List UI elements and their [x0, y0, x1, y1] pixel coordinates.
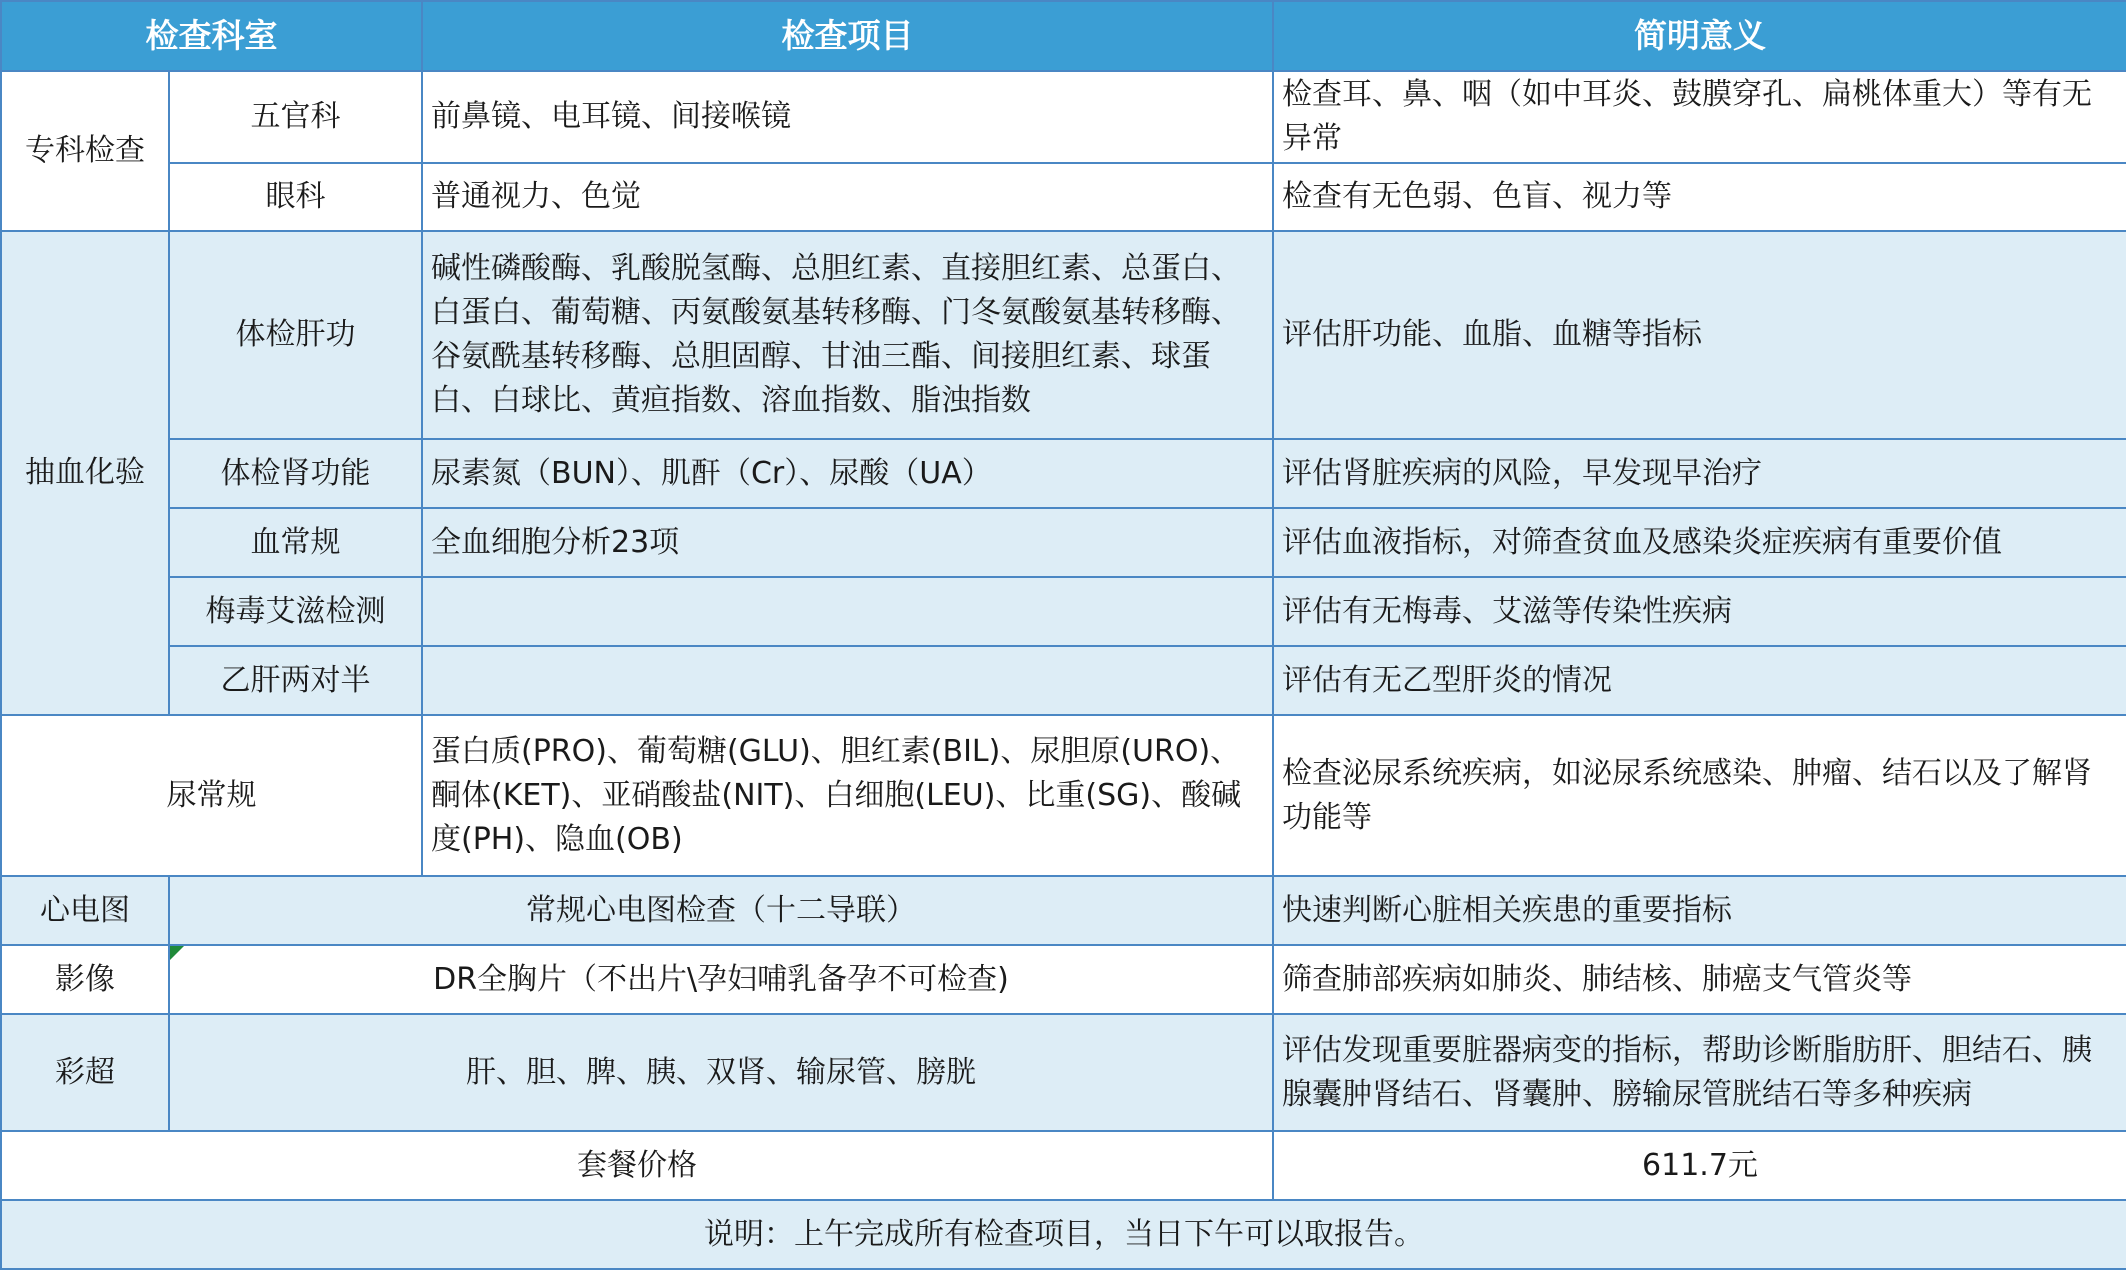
- items-text: DR全胸片（不出片\孕妇哺乳备孕不可检查): [433, 961, 1009, 997]
- table-row: [1, 577, 2126, 646]
- items-cell: [422, 646, 1273, 715]
- dept-cell: 眼科: [169, 163, 422, 231]
- table-row: [1, 646, 2126, 715]
- meaning-cell: 检查耳、鼻、咽（如中耳炎、鼓膜穿孔、扁桃体重大）等有无异常: [1273, 71, 2126, 163]
- header-row: [1, 1, 2126, 71]
- items-cell: 尿素氮（BUN）、肌酐（Cr）、尿酸（UA）: [422, 439, 1273, 508]
- table-row: [1, 439, 2126, 508]
- table-row: [1, 715, 2126, 876]
- meaning-cell: 快速判断心脏相关疾患的重要指标: [1273, 876, 2126, 945]
- meaning-cell: 评估有无梅毒、艾滋等传染性疾病: [1273, 577, 2126, 646]
- cell-corner-marker-icon: [170, 946, 184, 960]
- note-row: [1, 1200, 2126, 1269]
- price-label: 套餐价格: [1, 1131, 1273, 1200]
- dept-cell: 梅毒艾滋检测: [169, 577, 422, 646]
- items-cell: [422, 577, 1273, 646]
- dept-cell: 乙肝两对半: [169, 646, 422, 715]
- dept-cell: 五官科: [169, 71, 422, 163]
- meaning-cell: 评估血液指标，对筛查贫血及感染炎症疾病有重要价值: [1273, 508, 2126, 577]
- dept-cell: 血常规: [169, 508, 422, 577]
- meaning-cell: 检查有无色弱、色盲、视力等: [1273, 163, 2126, 231]
- group-specialty: 专科检查: [1, 71, 169, 231]
- dept-cell: 心电图: [1, 876, 169, 945]
- note-text: 说明：上午完成所有检查项目，当日下午可以取报告。: [1, 1200, 2126, 1269]
- dept-cell: 体检肝功: [169, 231, 422, 439]
- meaning-cell: 检查泌尿系统疾病，如泌尿系统感染、肿瘤、结石以及了解肾功能等: [1273, 715, 2126, 876]
- price-value: 611.7元: [1273, 1131, 2126, 1200]
- dept-cell: 体检肾功能: [169, 439, 422, 508]
- items-cell: 前鼻镜、电耳镜、间接喉镜: [422, 71, 1273, 163]
- table-row: [1, 508, 2126, 577]
- items-cell: [169, 945, 1273, 1014]
- table-row: [1, 945, 2126, 1014]
- table-row: [1, 1014, 2126, 1131]
- meaning-cell: 评估肝功能、血脂、血糖等指标: [1273, 231, 2126, 439]
- dept-cell: 尿常规: [1, 715, 422, 876]
- table-row: [1, 231, 2126, 439]
- items-cell: 肝、胆、脾、胰、双肾、输尿管、膀胱: [169, 1014, 1273, 1131]
- items-cell: 普通视力、色觉: [422, 163, 1273, 231]
- items-cell: 蛋白质(PRO)、葡萄糖(GLU)、胆红素(BIL)、尿胆原(URO)、酮体(KET)、亚硝酸盐(NIT)、白细胞(LEU)、比重(SG)、酸碱度(PH)、隐血(OB): [422, 715, 1273, 876]
- header-meaning: 简明意义: [1273, 1, 2126, 71]
- table-row: [1, 163, 2126, 231]
- table-row: [1, 876, 2126, 945]
- price-row: [1, 1131, 2126, 1200]
- dept-cell: 彩超: [1, 1014, 169, 1131]
- meaning-cell: 评估发现重要脏器病变的指标，帮助诊断脂肪肝、胆结石、胰腺囊肿肾结石、肾囊肿、膀输尿管胱结石等多种疾病: [1273, 1014, 2126, 1131]
- items-cell: 碱性磷酸酶、乳酸脱氢酶、总胆红素、直接胆红素、总蛋白、白蛋白、葡萄糖、丙氨酸氨基转移酶、门冬氨酸氨基转移酶、谷氨酰基转移酶、总胆固醇、甘油三酯、间接胆红素、球蛋白、白球比、黄疸指数、溶血指数、脂浊指数: [422, 231, 1273, 439]
- header-items: 检查项目: [422, 1, 1273, 71]
- dept-cell: 影像: [1, 945, 169, 1014]
- items-cell: 全血细胞分析23项: [422, 508, 1273, 577]
- table-row: [1, 71, 2126, 163]
- group-blood: 抽血化验: [1, 231, 169, 715]
- meaning-cell: 评估肾脏疾病的风险，早发现早治疗: [1273, 439, 2126, 508]
- meaning-cell: 筛查肺部疾病如肺炎、肺结核、肺癌支气管炎等: [1273, 945, 2126, 1014]
- header-dept: 检查科室: [1, 1, 422, 71]
- meaning-cell: 评估有无乙型肝炎的情况: [1273, 646, 2126, 715]
- items-cell: 常规心电图检查（十二导联）: [169, 876, 1273, 945]
